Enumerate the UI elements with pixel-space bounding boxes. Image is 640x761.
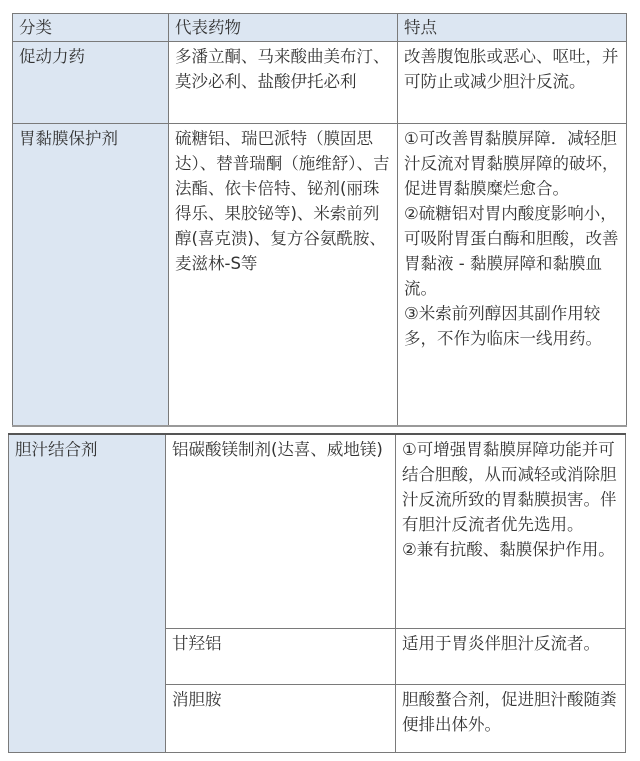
features-cell <box>398 124 627 426</box>
table-row <box>13 42 627 124</box>
features-cell: 改善腹饱胀或恶心、呕吐，并可防止或减少胆汁反流。 <box>398 42 627 124</box>
header-features: 特点 <box>398 14 627 42</box>
drugs-cell: 甘羟铝 <box>166 628 396 684</box>
table-row <box>9 434 626 628</box>
table-row <box>13 124 627 426</box>
drugs-cell: 铝碳酸镁制剂(达喜、威地镁) <box>166 434 396 628</box>
feature-item: ①可增强胃黏膜屏障功能并可结合胆酸，从而减轻或消除胆汁反流所致的胃黏膜损害。伴有胆汁反流者优先选用。 <box>402 440 617 534</box>
header-drugs: 代表药物 <box>169 14 398 42</box>
features-cell: 胆酸螯合剂，促进胆汁酸随粪便排出体外。 <box>396 684 626 752</box>
feature-item: ②兼有抗酸、黏膜保护作用。 <box>402 540 615 559</box>
category-cell: 促动力药 <box>13 42 169 124</box>
drugs-cell: 消胆胺 <box>166 684 396 752</box>
header-category: 分类 <box>13 14 169 42</box>
header-row <box>13 14 627 42</box>
features-cell: 适用于胃炎伴胆汁反流者。 <box>396 628 626 684</box>
category-cell: 胃黏膜保护剂 <box>13 124 169 426</box>
feature-item: ③米索前列醇因其副作用较多，不作为临床一线用药。 <box>404 304 602 348</box>
drug-table-1 <box>12 13 627 427</box>
drug-table-2 <box>8 433 626 753</box>
feature-item: ②硫糖铝对胃内酸度影响小，可吸附胃蛋白酶和胆酸，改善胃黏液 - 黏膜屏障和黏膜血流。 <box>404 204 619 298</box>
drugs-cell: 硫糖铝、瑞巴派特（膜固思达）、替普瑞酮（施维舒）、吉法酯、依卡倍特、铋剂(丽珠得乐、果胶铋等)、米索前列醇(喜克溃)、复方谷氨酰胺、麦滋林-S等 <box>169 124 398 426</box>
category-cell: 胆汁结合剂 <box>9 434 166 752</box>
drugs-cell: 多潘立酮、马来酸曲美布汀、莫沙必利、盐酸伊托必利 <box>169 42 398 124</box>
feature-item: ①可改善胃黏膜屏障．减轻胆汁反流对胃黏膜屏障的破坏，促进胃黏膜糜烂愈合。 <box>404 129 619 198</box>
features-cell <box>396 434 626 628</box>
